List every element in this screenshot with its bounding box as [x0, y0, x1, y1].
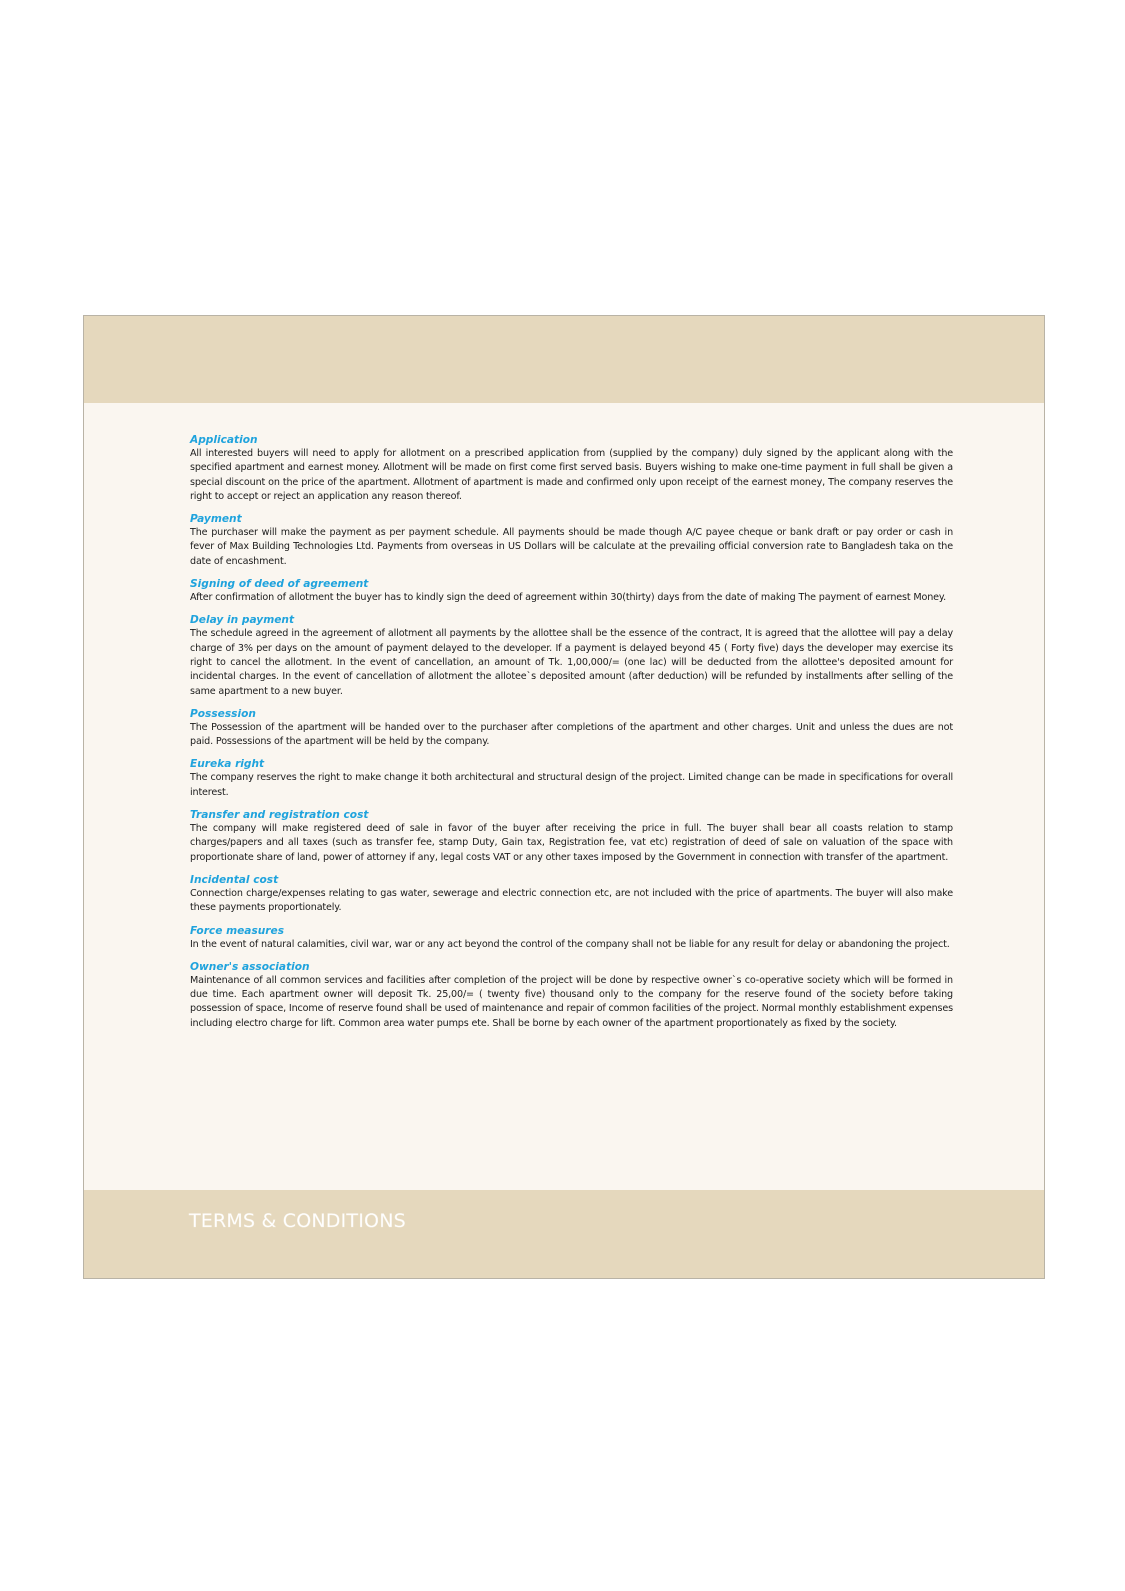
footer-title: TERMS & CONDITIONS: [189, 1210, 406, 1232]
section-signing-of-deed: [190, 578, 953, 605]
section-body: In the event of natural calamities, civil war, war or any act beyond the control of the company shall not be liable for any result for delay or abandoning the project.: [190, 938, 950, 950]
section-incidental-cost: [190, 874, 953, 916]
section-transfer-registration: [190, 809, 953, 865]
top-decorative-band: [84, 316, 1044, 403]
bottom-decorative-band: [84, 1190, 1044, 1278]
section-heading: Application: [190, 434, 258, 446]
section-heading: Payment: [190, 513, 242, 526]
section-body: Connection charge/expenses relating to gas water, sewerage and electric connection etc, are not included with the price of apartments. The buyer will also make these payments proportionately.: [190, 887, 953, 914]
section-payment: [190, 513, 953, 569]
section-force-measures: [190, 925, 953, 952]
brochure-page: [83, 315, 1045, 1279]
section-heading: Possession: [190, 707, 256, 720]
section-body: The schedule agreed in the agreement of allotment all payments by the allottee shall be the essence of the contract, It is agreed that the allottee will pay a delay charge of 3% per days on the amount of payment delayed to the developer. If a payment is delayed beyond 45 ( Forty five) days the developer may exercise its right to cancel the allotment. In the event of cancellation, an amount of Tk. 1,00,000/= (one lac) will be deducted from the allottee's deposited amount for incidental charges. In the event of cancellation of allotment the allotee`s deposited amount (after deduction) will be refunded by installments after selling of the same apartment to a new buyer.: [190, 628, 953, 697]
section-body: All interested buyers will need to apply for allotment on a prescribed application from (supplied by the company) duly signed by the applicant along with the specified apartment and earnest money. Allotment will be made on first come first served basis. Buyers wishing to make one-time payment in full shall be given a special discount on the price of the apartment. Allotment of apartment is made and confirmed only upon receipt of the earnest money, The company reserves the right to accept or reject an application any reason thereof.: [190, 448, 953, 502]
section-delay-in-payment: [190, 614, 953, 698]
section-body: The Possession of the apartment will be handed over to the purchaser after completions of the apartment and other charges. Unit and unless the dues are not paid. Possessions of the apartment will be held by the company.: [190, 721, 953, 748]
section-heading: Delay in payment: [190, 614, 295, 627]
section-owners-association: [190, 961, 953, 1031]
section-possession: [190, 708, 953, 750]
section-heading: Signing of deed of agreement: [190, 578, 369, 591]
section-heading: Owner's association: [190, 960, 310, 973]
section-heading: Transfer and registration cost: [190, 809, 369, 822]
section-body: The company will make registered deed of sale in favor of the buyer after receiving the price in full. The buyer shall bear all coasts relation to stamp charges/papers and all taxes (such as transfer fee, stamp Duty, Gain tax, Registration fee, vat etc) registration of deed of sale on valuation of the space with proportionate share of land, power of attorney if any, legal costs VAT or any other taxes imposed by the Government in connection with transfer of the apartment.: [190, 823, 953, 863]
section-body: The purchaser will make the payment as per payment schedule. All payments should be made though A/C payee cheque or bank draft or pay order or cash in fever of Max Building Technologies Ltd. Payments from overseas in US Dollars will be calculate at the prevailing official conversion rate to Bangladesh taka on the date of encashment.: [190, 527, 953, 567]
section-heading: Force measures: [190, 924, 285, 937]
section-eureka-right: [190, 758, 953, 800]
section-body: Maintenance of all common services and facilities after completion of the project will be done by respective owner`s co-operative society which will be formed in due time. Each apartment owner will deposit Tk. 25,00/= ( twenty five) thousand only to the company for the reserve found of the society before taking possession of space, Income of reserve found shall be used of maintenance and repair of common facilities of the project. Normal monthly establishment expenses including electro charge for lift. Common area water pumps ete. Shall be borne by each owner of the apartment proportionately as fixed by the society.: [190, 974, 953, 1029]
section-application: [190, 434, 953, 504]
section-body: The company reserves the right to make change it both architectural and structural design of the project. Limited change can be made in specifications for overall interest.: [190, 772, 953, 798]
section-heading: Incidental cost: [190, 873, 279, 886]
section-body: After confirmation of allotment the buyer has to kindly sign the deed of agreement within 30(thirty) days from the date of making The payment of earnest Money.: [190, 592, 946, 604]
section-heading: Eureka right: [190, 758, 265, 771]
terms-content: [190, 434, 953, 1040]
